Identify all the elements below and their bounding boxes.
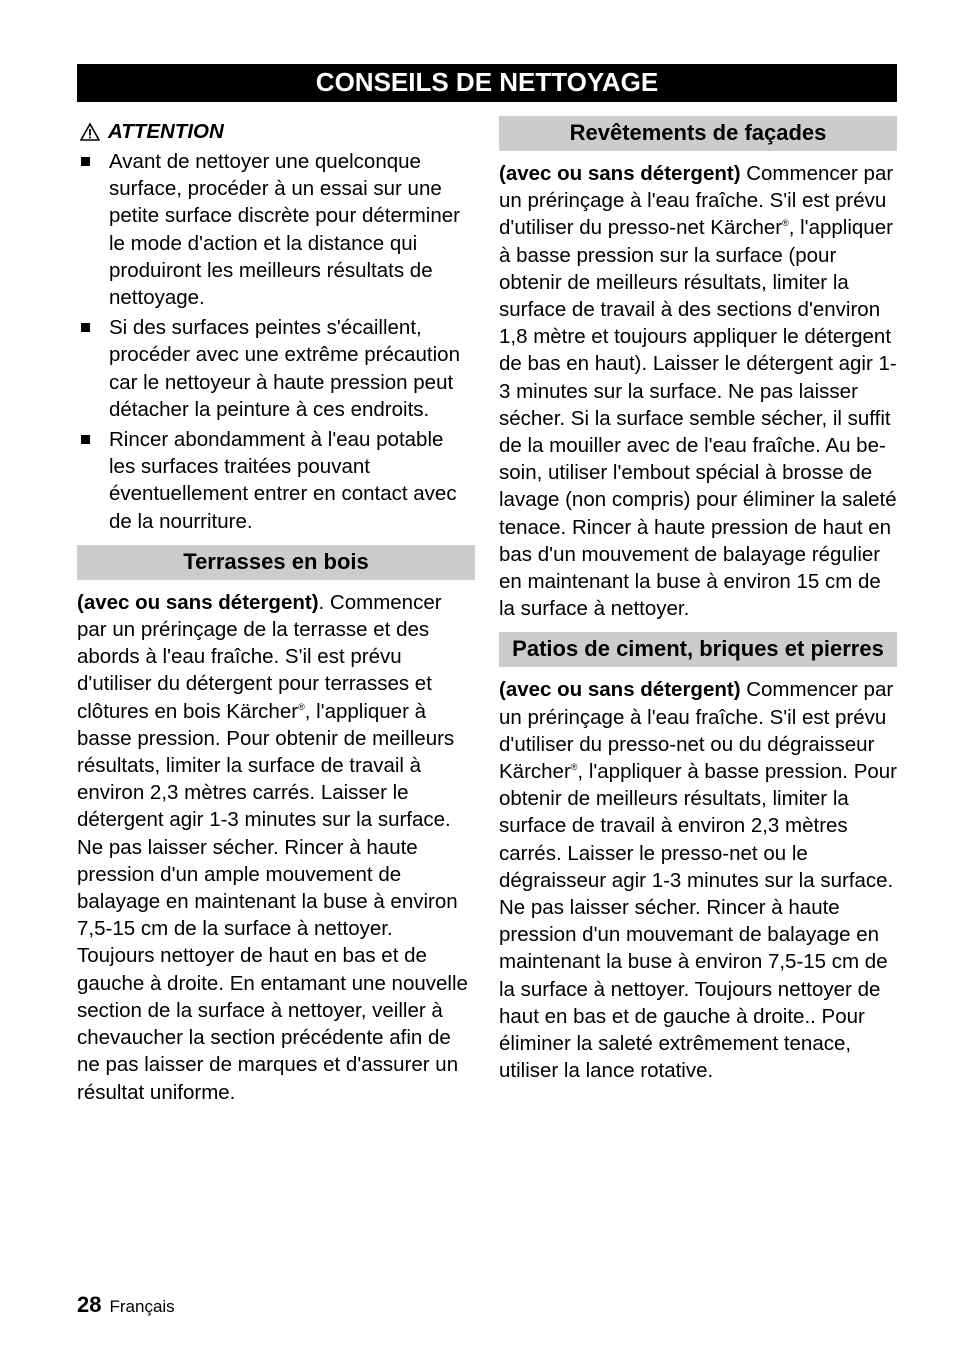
bullet-square-icon <box>81 157 90 166</box>
facades-paragraph <box>499 160 897 622</box>
page-title: CONSEILS DE NETTOYAGE <box>77 64 897 102</box>
page-number: 28 <box>77 1292 102 1317</box>
terrasses-paragraph <box>77 589 475 1106</box>
list-item-text: Si des surfaces peintes s'écaillent, procéder avec une extrême précaution car le nettoyeur à haute pression peut détacher la peinture à ces endroits. <box>109 316 460 421</box>
terrasses-text-b: , l'appliquer à basse pression. Pour obtenir de meilleurs résultats, limiter la surface de travail à environ 2,3 mètres carrés. Laisser le détergent agir 1-3 minutes sur la surface. Ne pas laisser sécher. Rincer à haute pression d'un ample mouvement de balayage en maintenant la buse à environ 7,5-15 cm de la surface à nettoyer. Toujours nettoyer de haut en bas et de gauche à droite. En entamant une nouvelle section de la surface à nettoyer, veiller à chevaucher la section précédente afin de ne pas laisser de marques et d'assurer un résultat uniforme. <box>77 699 468 1104</box>
patios-paragraph <box>499 676 897 1084</box>
list-item <box>77 426 475 535</box>
bullet-square-icon <box>81 323 90 332</box>
attention-label: ATTENTION <box>108 120 224 144</box>
section-heading-patios: Patios de ciment, briques et pierres <box>499 632 897 667</box>
terrasses-lead: (avec ou sans détergent) <box>77 590 319 614</box>
patios-text-b: , l'appliquer à basse pression. Pour obtenir de meilleurs résultats, limiter la surface de travail à environ 2,3 mètres carrés. Laisser le presso-net ou le dégraisseur agir 1-3 minutes sur la surface. Ne pas laisser sécher. Rincer à haute pression d'un mouvemant de balayage en maintenant la buse à environ 7,5-15 cm de la surface à nettoyer. Toujours nettoyer de haut en bas et de gauche à droite.. Pour éliminer la saleté extrêmement tenace, utiliser la lance rotative. <box>499 760 897 1083</box>
attention-list <box>77 148 475 535</box>
patios-text-a: Commencer par un prérinçage à l'eau fraîche. S'il est prévu d'utiliser du presso-net ou du dégraisseur Kärcher <box>499 678 894 784</box>
list-item <box>77 314 475 423</box>
language-label: Français <box>109 1297 175 1316</box>
page-footer <box>77 1292 175 1318</box>
warning-triangle-icon <box>80 122 100 142</box>
facades-lead: (avec ou sans détergent) <box>499 162 741 185</box>
right-column <box>499 116 897 1085</box>
facades-text-b: , l'appliquer à basse pression sur la surface (pour obtenir de meilleurs résultats, limiter la surface de travail à des sections d'environ 1,8 mètre et toujours appliquer le détergent de bas en haut). Laisser le détergent agir 1-3 minutes sur la surface. Ne pas laisser sécher. Si la surface semble sécher, il suffit de la mouiller avec de l'eau fraîche. Au besoin, utiliser l'embout spécial à brosse de lavage (non compris) pour éliminer la saleté tenace. Rincer à haute pression de haut en bas d'un mouvement de balayage régulier en maintenant la buse à environ 15 cm de la surface à nettoyer. <box>499 216 897 621</box>
list-item <box>77 148 475 311</box>
section-heading-terrasses: Terrasses en bois <box>77 545 475 580</box>
registered-mark: ® <box>298 701 305 712</box>
bullet-square-icon <box>81 435 90 444</box>
left-column <box>77 116 475 1106</box>
terrasses-text-a: . Commencer par un prérinçage de la terrasse et des abords à l'eau fraîche. S'il est prévu d'utiliser du détergent pour terrasses et clôtures en bois Kärcher <box>77 590 442 723</box>
attention-heading <box>80 116 475 148</box>
list-item-text: Avant de nettoyer une quelconque surface, procéder à un essai sur une petite surface discrète pour déterminer le mode d'action et la distance qui produiront les meilleurs résultats de nettoyage. <box>109 150 460 310</box>
registered-mark: ® <box>782 218 789 229</box>
facades-text-a: Commencer par un prérinçage à l'eau fraîche. S'il est prévu d'utiliser du presso-net Kärcher <box>499 162 894 240</box>
list-item-text: Rincer abondamment à l'eau potable les surfaces traitées pouvant éventuellement entrer en contact avec de la nourriture. <box>109 428 457 533</box>
registered-mark: ® <box>570 762 578 773</box>
patios-lead: (avec ou sans détergent) <box>499 678 741 702</box>
section-heading-facades: Revêtements de façades <box>499 116 897 151</box>
